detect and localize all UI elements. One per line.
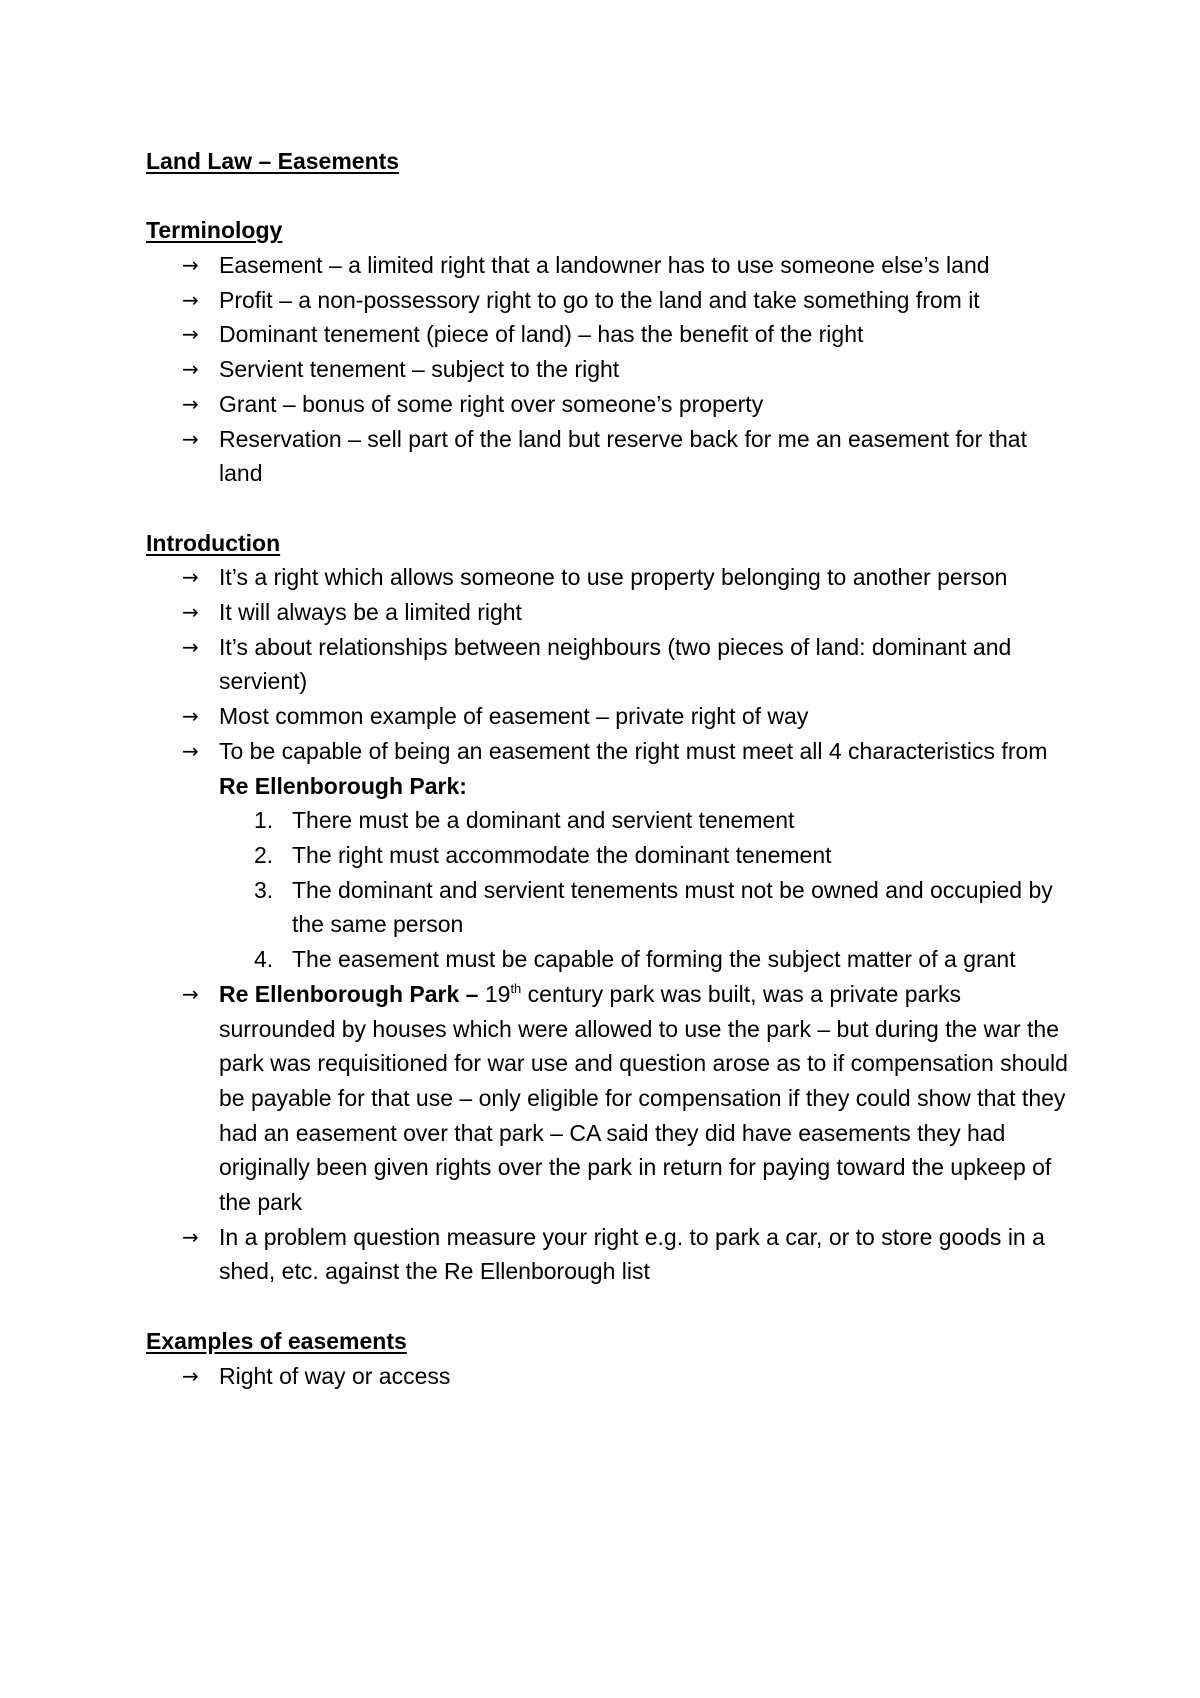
spacer	[146, 491, 1076, 526]
list-item: → Easement – a limited right that a landowner has to use someone else’s land	[146, 248, 1076, 283]
spacer	[146, 179, 1076, 214]
arrow-icon: →	[182, 253, 199, 278]
document-page	[146, 144, 1076, 1393]
list-item: → Re Ellenborough Park – 19th century park was built, was a private parks surrounded by houses which were allowed to use the park – but during the war the park was requisitioned for war use and question arose as to if compensation should be payable for that use – only eligible for compensation if they could show that they had an easement over that park – CA said they did have easements they had originally been given rights over the park in return for paying toward the upkeep of the park	[146, 977, 1076, 1220]
heading-introduction: Introduction	[146, 529, 281, 556]
list-item: → It’s about relationships between neighbours (two pieces of land: dominant and servient)	[146, 630, 1076, 699]
arrow-icon: →	[182, 391, 199, 416]
arrow-icon: →	[182, 1363, 199, 1388]
case-name: Re Ellenborough Park –	[219, 980, 479, 1007]
list-item: → Right of way or access	[146, 1359, 1076, 1394]
document-title: Land Law – Easements	[146, 148, 400, 174]
list-item: → It’s a right which allows someone to use property belonging to another person	[146, 560, 1076, 595]
numbered-item: 4. The easement must be capable of forming the subject matter of a grant	[254, 946, 1016, 973]
arrow-icon: →	[182, 565, 199, 590]
arrow-icon: →	[182, 704, 199, 729]
arrow-icon: →	[182, 357, 199, 382]
list-item: → Dominant tenement (piece of land) – has the benefit of the right	[146, 317, 1076, 352]
numbered-item: 2. The right must accommodate the dominant tenement	[254, 841, 832, 868]
examples-list	[146, 1359, 1076, 1394]
arrow-icon: →	[182, 738, 199, 763]
arrow-icon: →	[182, 426, 199, 451]
list-item: → Profit – a non-possessory right to go to the land and take something from it	[146, 283, 1076, 318]
list-item: → Reservation – sell part of the land but reserve back for me an easement for that land	[146, 422, 1076, 491]
arrow-icon: →	[182, 634, 199, 659]
list-item: → Grant – bonus of some right over someone’s property	[146, 387, 1076, 422]
arrow-icon: →	[182, 287, 199, 312]
list-item: → Most common example of easement – private right of way	[146, 699, 1076, 734]
arrow-icon: →	[182, 1224, 199, 1249]
characteristics-list	[219, 803, 1076, 977]
list-item: → In a problem question measure your right e.g. to park a car, or to store goods in a shed, etc. against the Re Ellenborough list	[146, 1220, 1076, 1289]
list-item: → To be capable of being an easement the right must meet all 4 characteristics from Re Ellenborough Park: 1. There must be a dominant and servient tenement 2. The right must accommodate the dominant tenement 3. The dominant and servient tenements must not be owned and occupied by the same person 4. The easement must be capable of forming the subject matter of a grant	[146, 734, 1076, 977]
arrow-icon: →	[182, 981, 199, 1006]
case-name: Re Ellenborough Park	[219, 772, 460, 799]
list-item: → Servient tenement – subject to the right	[146, 352, 1076, 387]
heading-terminology: Terminology	[146, 217, 283, 244]
spacer	[146, 1289, 1076, 1324]
introduction-list	[146, 560, 1076, 1289]
terminology-list	[146, 248, 1076, 491]
numbered-item: 1. There must be a dominant and servient tenement	[254, 807, 795, 834]
arrow-icon: →	[182, 600, 199, 625]
numbered-item: 3. The dominant and servient tenements must not be owned and occupied by the same person	[254, 876, 1053, 938]
heading-examples: Examples of easements	[146, 1327, 407, 1354]
arrow-icon: →	[182, 322, 199, 347]
list-item: → It will always be a limited right	[146, 595, 1076, 630]
